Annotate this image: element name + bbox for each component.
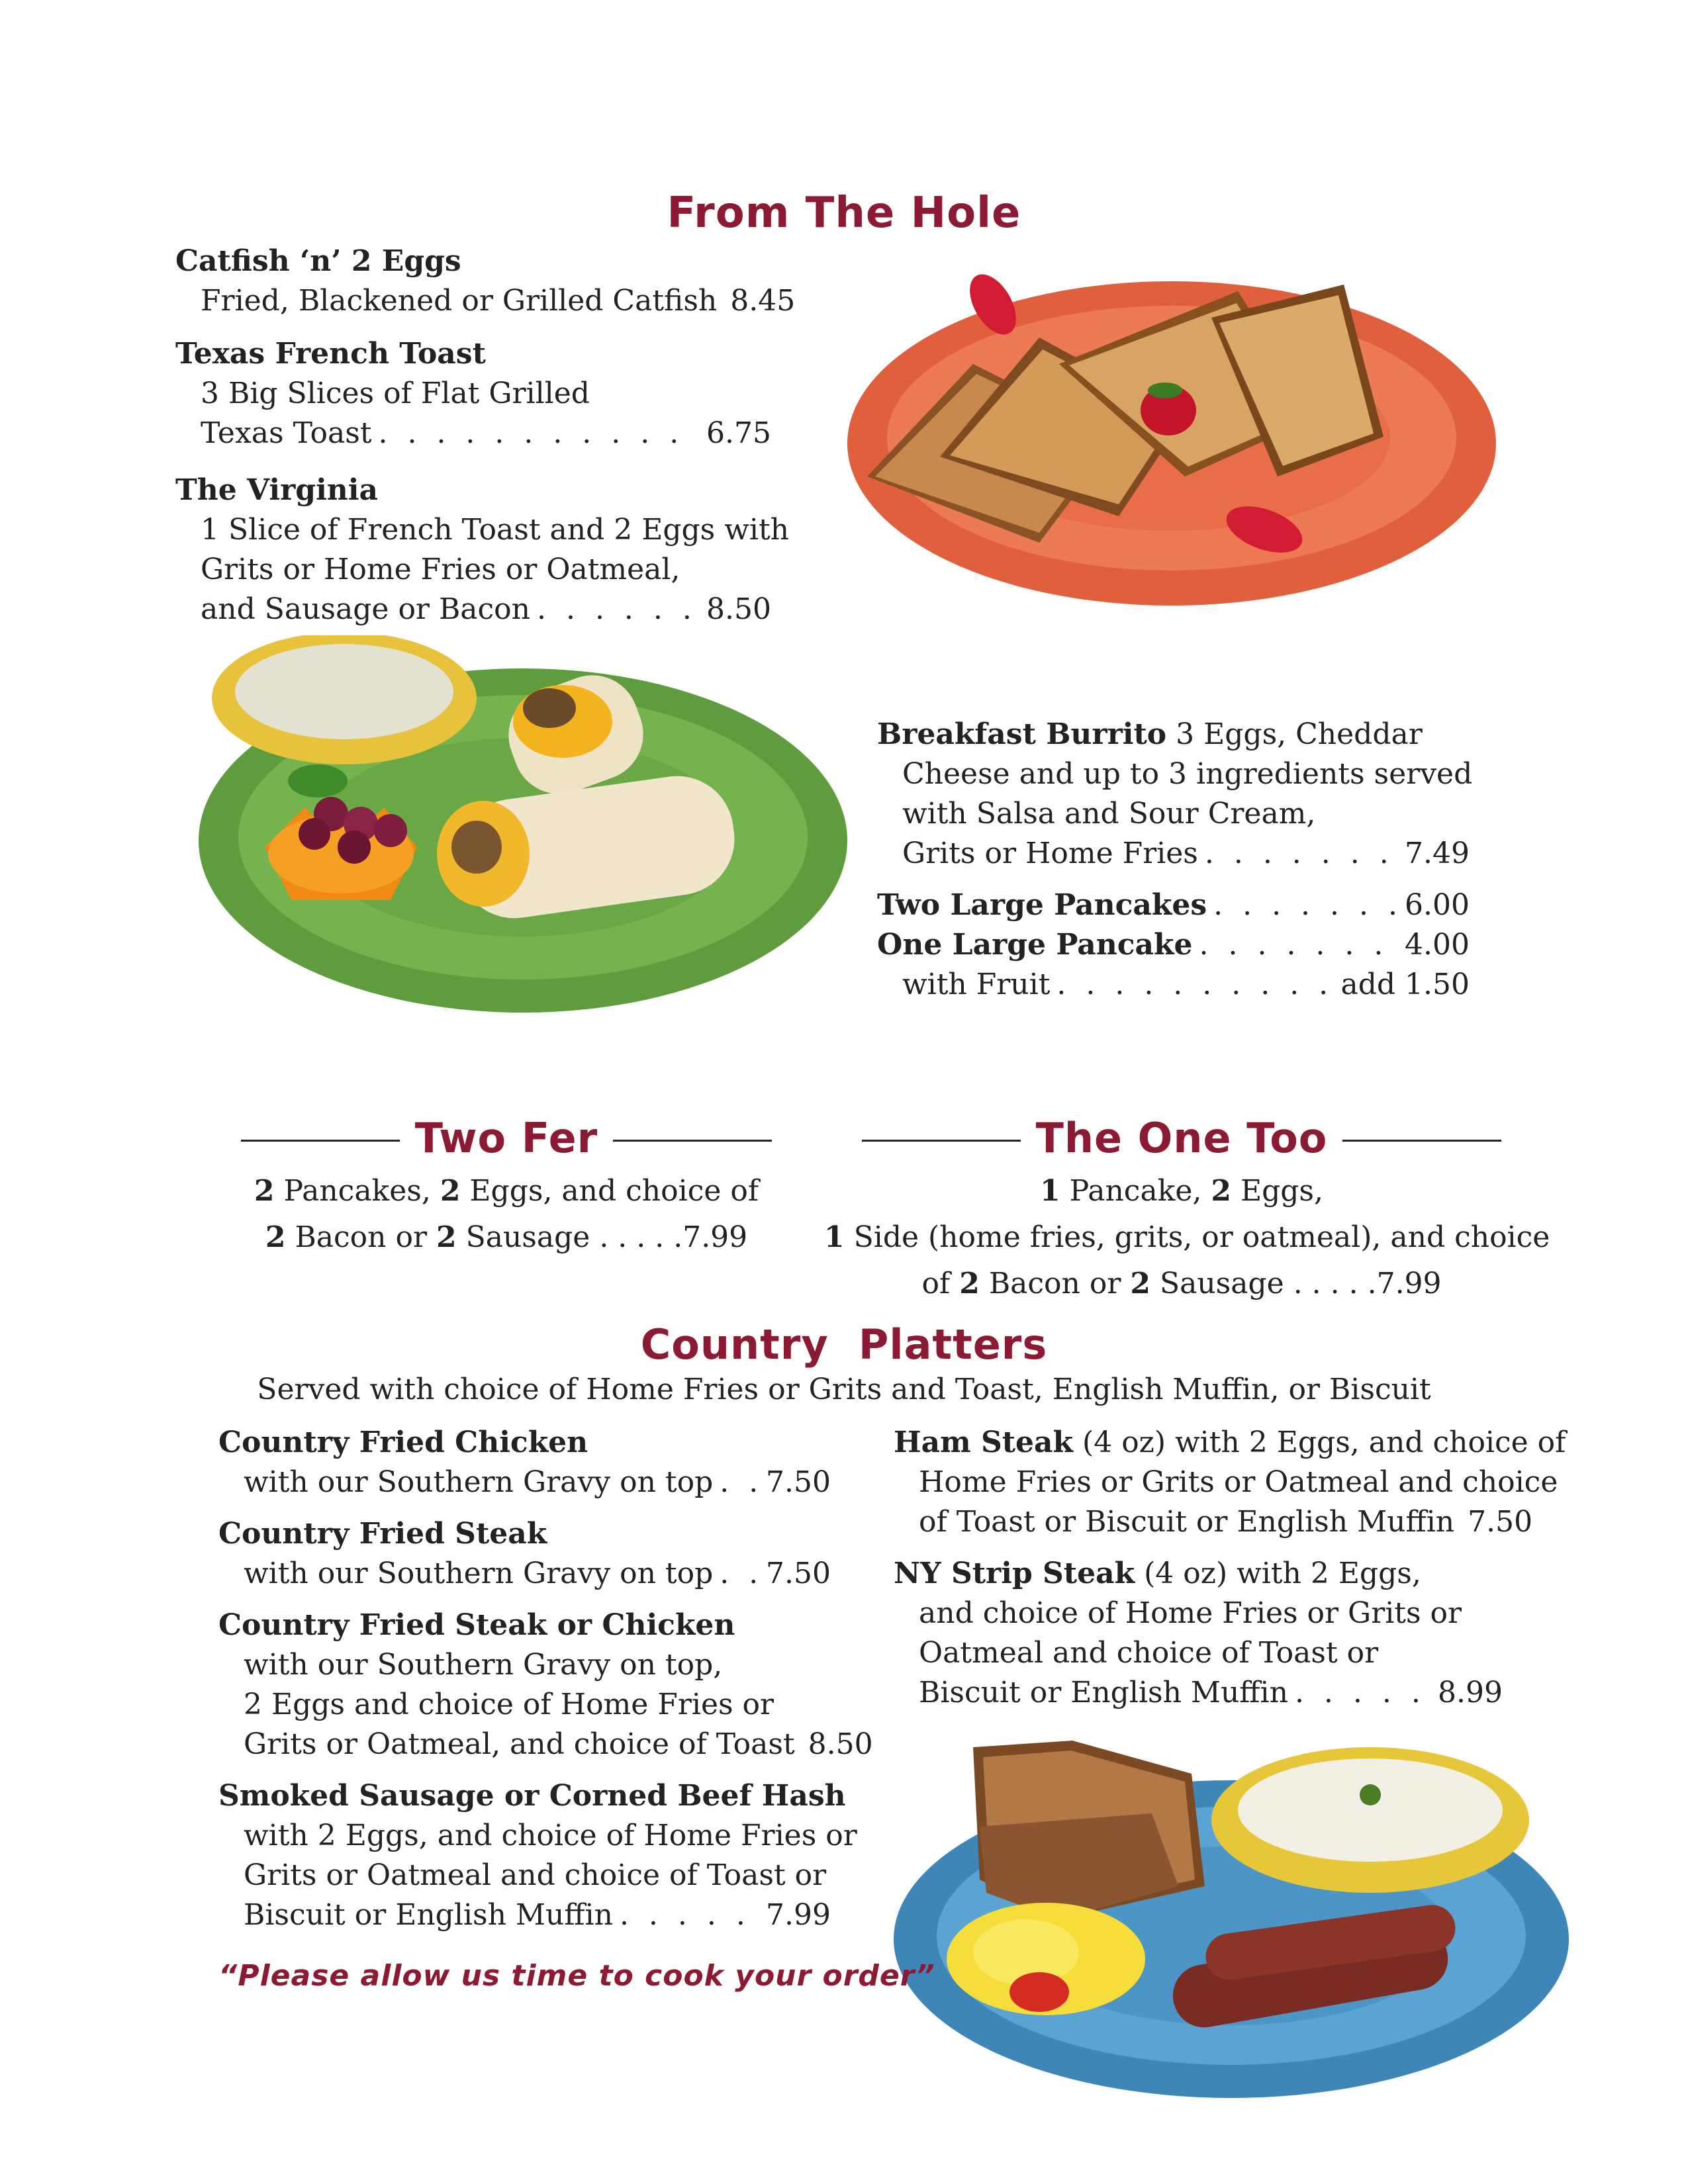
price: 6.75 [706, 416, 771, 450]
divider [241, 1140, 400, 1142]
divider [613, 1140, 772, 1142]
menu-item-with-fruit: with Fruit . . . add 1.50 [877, 965, 1470, 1005]
price: 8.50 [808, 1727, 873, 1761]
price: add 1.50 [1340, 968, 1470, 1001]
one-too-line-1: 1 Pancake, 2 Eggs, [1040, 1174, 1323, 1208]
country-platters-left [218, 1423, 873, 1935]
menu-item-country-fried-chicken: Country Fried Chicken with our Southern Gravy on top . . . 7.50 [218, 1423, 831, 1502]
country-platters-subtitle: Served with choice of Home Fries or Grits and Toast, English Muffin, or Biscuit [257, 1373, 1431, 1406]
footer-note: “Please allow us time to cook your order” [218, 1959, 935, 1993]
price: 8.45 [730, 284, 796, 318]
menu-item-smoked-sausage-or-corned-beef-hash: Smoked Sausage or Corned Beef Hash with 2 Eggs, and choice of Home Fries or Grits or Oatmeal and choice of Toast or Biscuit or English Muffin . . . 7.99 [218, 1776, 831, 1935]
two-fer-line-1: 2 Pancakes, 2 Eggs, and choice of [254, 1174, 759, 1208]
price: 7.99 [766, 1898, 831, 1932]
divider [1342, 1140, 1501, 1142]
from-the-hole-items [175, 242, 796, 629]
menu-item-texas-french-toast: Texas French Toast 3 Big Slices of Flat Grilled Texas Toast . . . 6.75 [175, 334, 771, 453]
section-title-one-too: The One Too [1035, 1114, 1328, 1162]
country-platters-right [894, 1423, 1566, 1713]
menu-item-the-virginia: The Virginia 1 Slice of French Toast and 2 Eggs with Grits or Home Fries or Oatmeal, and Sausage or Bacon . . . 8.50 [175, 471, 771, 629]
price: 8.99 [1438, 1676, 1503, 1709]
one-too-line-2: 1 Side (home fries, grits, or oatmeal), and choice [824, 1220, 1550, 1254]
burrito-pancake-items [877, 715, 1473, 1005]
menu-item-country-fried-steak-or-chicken: Country Fried Steak or Chicken with our Southern Gravy on top, 2 Eggs and choice of Home Fries or Grits or Oatmeal, and choice of Toast 8.50 [218, 1606, 831, 1764]
price: 4.00 [1405, 928, 1470, 962]
menu-item-one-large-pancake: One Large Pancake . . . 4.00 [877, 925, 1470, 965]
price: 7.50 [766, 1465, 831, 1499]
price: 7.49 [1405, 837, 1470, 870]
price: 7.99 [682, 1220, 748, 1254]
menu-item-ham-steak: Ham Steak (4 oz) with 2 Eggs, and choice of Home Fries or Grits or Oatmeal and choice of Toast or Biscuit or English Muffin 7.50 [894, 1423, 1503, 1542]
french-toast-plate-photo [841, 265, 1503, 609]
menu-item-breakfast-burrito: Breakfast Burrito 3 Eggs, Cheddar Cheese and up to 3 ingredients served with Salsa and Sour Cream, Grits or Home Fries . . . 7.49 [877, 715, 1470, 874]
country-platter-plate-photo [861, 1721, 1575, 2105]
menu-item-ny-strip-steak: NY Strip Steak (4 oz) with 2 Eggs, and choice of Home Fries or Grits or Oatmeal and choice of Toast or Biscuit or English Muffin . . . 8.99 [894, 1554, 1503, 1713]
price: 6.00 [1405, 888, 1470, 922]
price: 8.50 [706, 592, 771, 626]
burrito-plate-photo [192, 635, 854, 1019]
price: 7.50 [1468, 1505, 1533, 1539]
price: 7.99 [1376, 1267, 1442, 1300]
price: 7.50 [766, 1557, 831, 1590]
section-title-from-the-hole: From The Hole [667, 189, 1021, 238]
menu-item-two-large-pancakes: Two Large Pancakes . . . 6.00 [877, 886, 1470, 925]
two-fer-line-2: 2 Bacon or 2 Sausage . . . . .7.99 [265, 1220, 748, 1254]
menu-item-catfish: Catfish ‘n’ 2 Eggs Fried, Blackened or Grilled Catfish 8.45 [175, 242, 771, 321]
section-title-country-platters: Country Platters [640, 1320, 1048, 1369]
divider [862, 1140, 1021, 1142]
menu-item-country-fried-steak: Country Fried Steak with our Southern Gravy on top . . . 7.50 [218, 1514, 831, 1594]
two-fer-section [238, 1109, 774, 1261]
one-too-section [824, 1109, 1550, 1307]
section-title-two-fer: Two Fer [414, 1114, 598, 1162]
one-too-line-3: of 2 Bacon or 2 Sausage . . . . .7.99 [921, 1267, 1442, 1300]
